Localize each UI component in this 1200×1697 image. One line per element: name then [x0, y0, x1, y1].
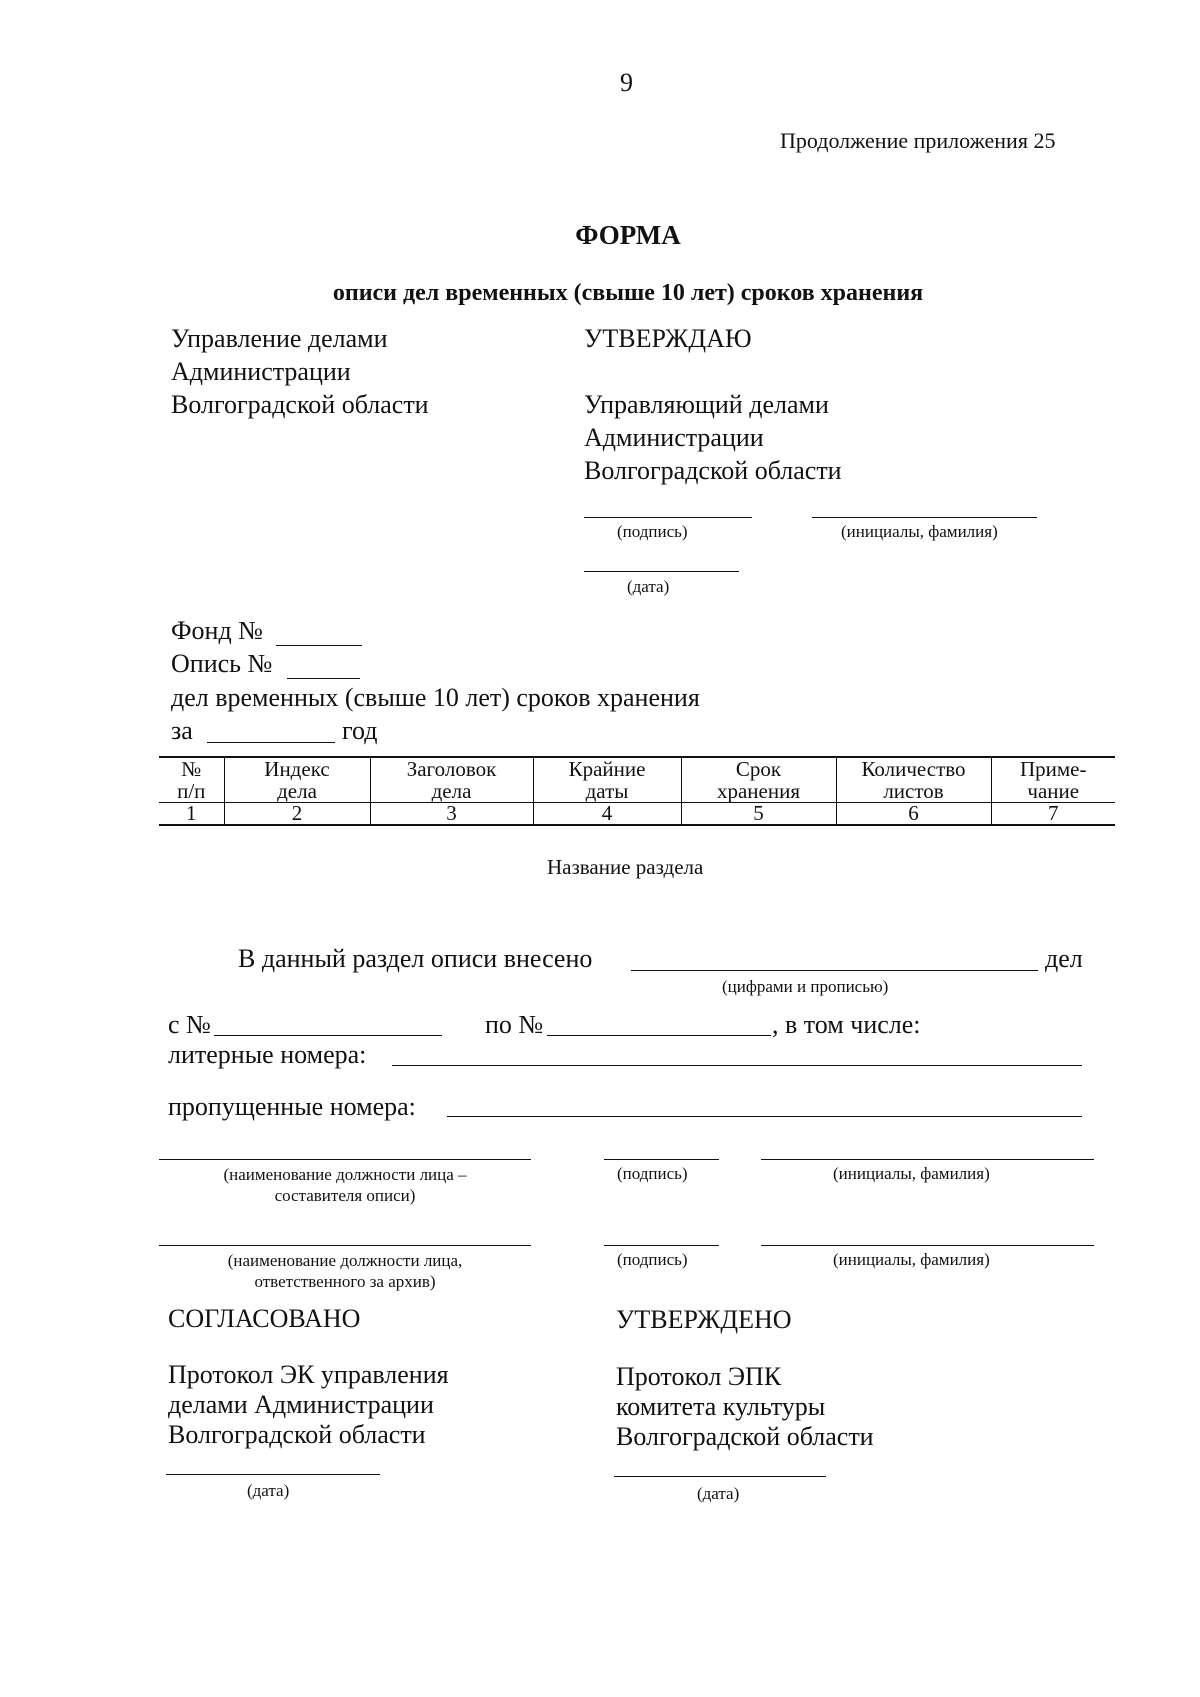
- opis-label: Опись №: [171, 649, 273, 678]
- fond-number-line[interactable]: [276, 645, 362, 646]
- compiler-name-line[interactable]: [761, 1159, 1094, 1160]
- approver-line-1: Управляющий делами: [584, 390, 829, 419]
- continuation-note: Продолжение приложения 25: [780, 128, 1056, 153]
- col-number-5: 5: [681, 803, 836, 826]
- org-line-2: Администрации: [171, 357, 351, 386]
- approved-heading: УТВЕРЖДЕНО: [616, 1305, 792, 1334]
- approve-heading: УТВЕРЖДАЮ: [584, 324, 752, 353]
- agreed-line-1: Протокол ЭК управления: [168, 1360, 449, 1389]
- table-number-row: [159, 803, 1115, 826]
- archivist-name-caption: (инициалы, фамилия): [833, 1250, 990, 1269]
- form-title: ФОРМА: [575, 220, 681, 250]
- table-header-row: [159, 757, 1115, 803]
- col-header-number: № п/п: [159, 757, 224, 803]
- archivist-signature-line[interactable]: [604, 1245, 719, 1246]
- form-subtitle: описи дел временных (свыше 10 лет) сроков хранения: [332, 280, 924, 306]
- skipped-numbers-label: пропущенные номера:: [168, 1092, 416, 1121]
- inventory-description: дел временных (свыше 10 лет) сроков хранения: [171, 683, 700, 712]
- col-header-sheets: Количество листов: [836, 757, 991, 803]
- approve-name-line[interactable]: [812, 517, 1037, 518]
- from-label: с №: [168, 1010, 211, 1039]
- approved-line-2: комитета культуры: [616, 1392, 826, 1421]
- compiler-position-caption: (наименование должности лица – составителя описи): [223, 1165, 467, 1205]
- org-line-3: Волгоградской области: [171, 390, 429, 419]
- to-label: по №: [485, 1010, 544, 1039]
- approve-name-caption: (инициалы, фамилия): [841, 522, 998, 541]
- approved-date-line[interactable]: [614, 1476, 826, 1477]
- entered-count-line[interactable]: [631, 970, 1038, 971]
- year-prefix: за: [171, 716, 193, 745]
- col-header-index: Индекс дела: [224, 757, 370, 803]
- agreed-line-3: Волгоградской области: [168, 1420, 426, 1449]
- summary-entered: В данный раздел описи внесено: [238, 944, 593, 973]
- compiler-position-line[interactable]: [159, 1159, 531, 1160]
- year-line[interactable]: [207, 742, 335, 743]
- compiler-signature-caption: (подпись): [617, 1164, 688, 1183]
- page-number: 9: [620, 68, 633, 97]
- col-header-title: Заголовок дела: [370, 757, 533, 803]
- col-number-6: 6: [836, 803, 991, 826]
- org-name: [171, 322, 429, 421]
- liter-numbers-label: литерные номера:: [168, 1040, 367, 1069]
- agreed-date-line[interactable]: [166, 1474, 380, 1475]
- skipped-numbers-line[interactable]: [447, 1116, 1082, 1117]
- approve-date-line[interactable]: [584, 571, 739, 572]
- approver-line-2: Администрации: [584, 423, 764, 452]
- to-number-line[interactable]: [547, 1035, 771, 1036]
- col-header-dates: Крайние даты: [533, 757, 681, 803]
- approver-title: [584, 388, 842, 487]
- archivist-signature-caption: (подпись): [617, 1250, 688, 1269]
- col-number-1: 1: [159, 803, 224, 826]
- from-number-line[interactable]: [214, 1035, 442, 1036]
- col-header-note: Приме- чание: [991, 757, 1115, 803]
- archivist-position-caption: (наименование должности лица, ответственного за архив): [227, 1251, 463, 1291]
- col-number-2: 2: [224, 803, 370, 826]
- approved-date-caption: (дата): [697, 1484, 740, 1503]
- year-suffix: год: [342, 716, 378, 745]
- fond-label: Фонд №: [171, 616, 263, 645]
- org-line-1: Управление делами: [171, 324, 388, 353]
- liter-numbers-line[interactable]: [392, 1065, 1082, 1066]
- approved-protocol: [616, 1362, 874, 1452]
- agreed-date-caption: (дата): [247, 1481, 290, 1500]
- agreed-line-2: делами Администрации: [168, 1390, 434, 1419]
- archivist-position-line[interactable]: [159, 1245, 531, 1246]
- entered-count-caption: (цифрами и прописью): [722, 977, 889, 996]
- opis-number-line[interactable]: [287, 678, 360, 679]
- archivist-name-line[interactable]: [761, 1245, 1094, 1246]
- col-header-term: Срок хранения: [681, 757, 836, 803]
- agreed-protocol: [168, 1360, 449, 1450]
- approved-line-1: Протокол ЭПК: [616, 1362, 782, 1391]
- summary-del: дел: [1045, 944, 1083, 973]
- col-number-4: 4: [533, 803, 681, 826]
- including-label: , в том числе:: [772, 1010, 921, 1039]
- col-number-7: 7: [991, 803, 1115, 826]
- compiler-signature-line[interactable]: [604, 1159, 719, 1160]
- compiler-name-caption: (инициалы, фамилия): [833, 1164, 990, 1183]
- col-number-3: 3: [370, 803, 533, 826]
- section-name: Название раздела: [547, 855, 704, 879]
- approve-signature-line[interactable]: [584, 517, 752, 518]
- approve-date-caption: (дата): [627, 577, 670, 596]
- approve-signature-caption: (подпись): [617, 522, 688, 541]
- inventory-table: [159, 756, 1115, 826]
- approver-line-3: Волгоградской области: [584, 456, 842, 485]
- approved-line-3: Волгоградской области: [616, 1422, 874, 1451]
- agreed-heading: СОГЛАСОВАНО: [168, 1304, 361, 1333]
